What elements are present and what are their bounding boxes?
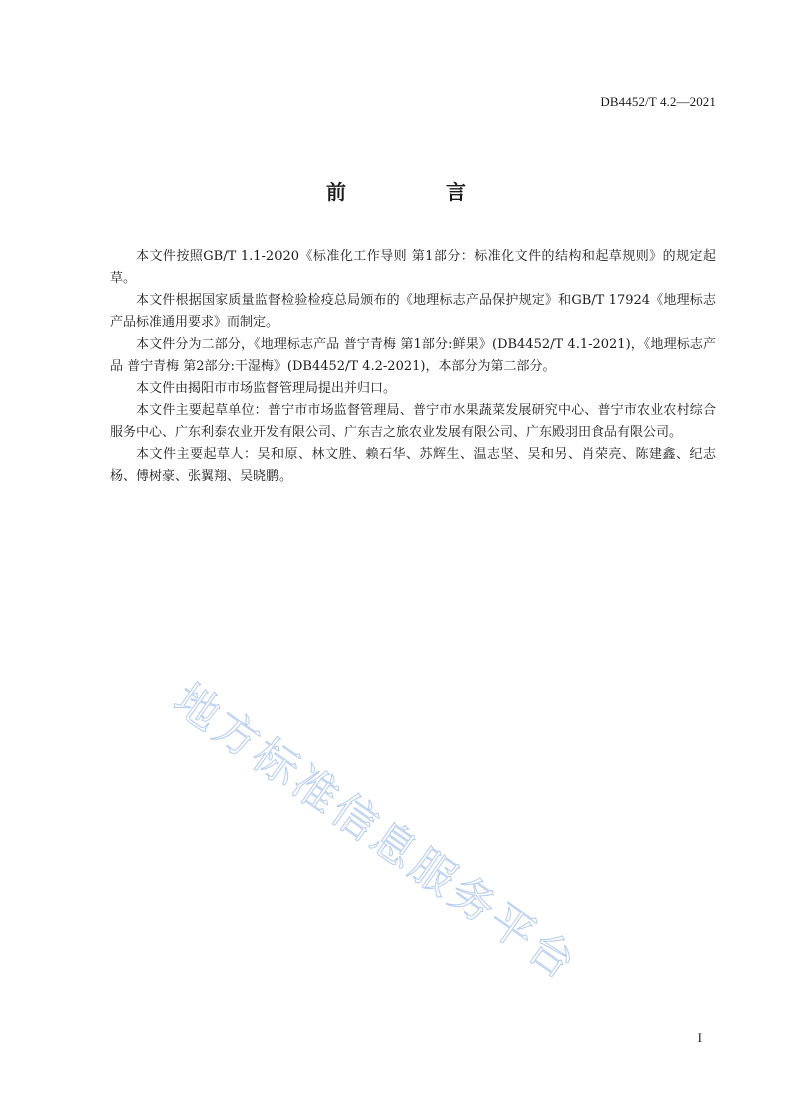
paragraph: 本文件由揭阳市市场监督管理局提出并归口。 bbox=[136, 381, 397, 396]
document-body bbox=[110, 246, 716, 488]
page-title: 前 言 bbox=[326, 180, 506, 204]
paragraph: 本文件分为二部分，《地理标志产品 普宁青梅 第1部分:鲜果》(DB4452/T 4.1-2021)，《地理标志产品 普宁青梅 第2部分:干湿梅》(DB4452/T 4.2-2021)，本部分为第二部分。 bbox=[110, 337, 716, 374]
paragraph: 本文件主要起草单位：普宁市市场监督管理局、普宁市水果蔬菜发展研究中心、普宁市农业农村综合服务中心、广东利泰农业开发有限公司、广东吉之旅农业发展有限公司、广东殿羽田食品有限公司。 bbox=[110, 403, 716, 440]
page-number: I bbox=[697, 1030, 702, 1045]
paragraph: 本文件主要起草人：吴和原、林文胜、赖石华、苏辉生、温志坚、吴和另、肖荣亮、陈建鑫、纪志杨、傅树豪、张翼翔、吴晓鹏。 bbox=[110, 447, 716, 484]
document-code: DB4452/T 4.2—2021 bbox=[600, 94, 716, 109]
paragraph: 本文件按照GB/T 1.1-2020《标准化工作导则 第1部分：标准化文件的结构和起草规则》的规定起草。 bbox=[110, 249, 716, 286]
paragraph: 本文件根据国家质量监督检验检疫总局颁布的《地理标志产品保护规定》和GB/T 17924《地理标志产品标准通用要求》而制定。 bbox=[110, 293, 716, 330]
watermark: 地方标准信息服务平台 bbox=[164, 674, 587, 992]
